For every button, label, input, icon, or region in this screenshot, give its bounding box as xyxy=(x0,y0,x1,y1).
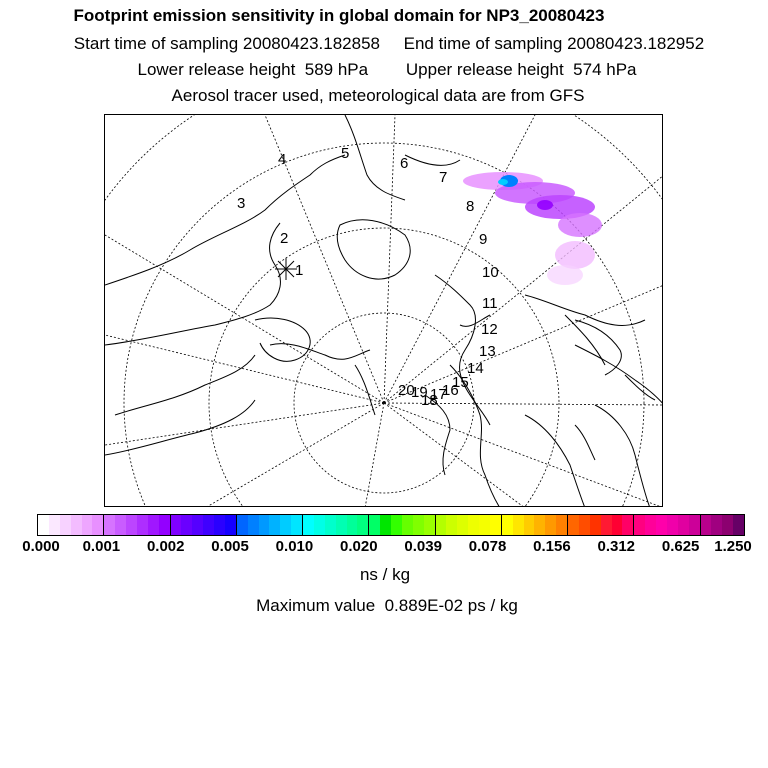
colorbar-segment xyxy=(192,515,203,535)
colorbar-tick-label: 0.156 xyxy=(533,538,571,555)
trajectory-label: 3 xyxy=(237,195,246,212)
trajectory-label: 14 xyxy=(467,360,484,377)
colorbar-segment xyxy=(325,515,336,535)
trajectory-label: 18 xyxy=(421,392,438,409)
release-heights: Lower release height 589 hPa Upper release height 574 hPa xyxy=(137,60,637,79)
colorbar-segment xyxy=(347,515,358,535)
colorbar-segment xyxy=(402,515,413,535)
colorbar-segment xyxy=(579,515,590,535)
colorbar-segment xyxy=(678,515,689,535)
colorbar-segment xyxy=(622,515,634,535)
chart-title: Footprint emission sensitivity in global domain for NP3_20080423 xyxy=(73,6,605,25)
colorbar-segment xyxy=(137,515,148,535)
colorbar-segment xyxy=(689,515,701,535)
trajectory-label: 17 xyxy=(430,386,447,403)
colorbar-segment xyxy=(181,515,192,535)
meridian xyxy=(205,403,384,507)
colorbar-tick-label: 0.005 xyxy=(211,538,249,555)
colorbar-segment xyxy=(590,515,601,535)
trajectory-label: 12 xyxy=(481,321,498,338)
graticule xyxy=(105,115,663,507)
colorbar-segment xyxy=(303,515,314,535)
colorbar-segment xyxy=(148,515,159,535)
colorbar-segment xyxy=(391,515,402,535)
colorbar-segment xyxy=(457,515,468,535)
colorbar-segment xyxy=(115,515,126,535)
trajectory-label: 11 xyxy=(482,295,498,312)
colorbar-segment xyxy=(248,515,259,535)
colorbar-segment xyxy=(291,515,303,535)
trajectory-label: 6 xyxy=(400,155,409,172)
colorbar-tick-label: 0.020 xyxy=(340,538,378,555)
colorbar-segment xyxy=(357,515,369,535)
meridian xyxy=(105,235,384,403)
coastline-asia xyxy=(525,415,585,507)
colorbar-tick-label: 0.000 xyxy=(22,538,60,555)
trajectory-label: 19 xyxy=(411,384,428,401)
colorbar-tick-label: 0.039 xyxy=(404,538,442,555)
colorbar-segment xyxy=(60,515,71,535)
colorbar-segment xyxy=(259,515,270,535)
colorbar-segment xyxy=(446,515,457,535)
colorbar-segment xyxy=(502,515,513,535)
colorbar-tick-label: 0.312 xyxy=(597,538,636,555)
coastline-archipelago xyxy=(270,344,370,360)
colorbar-segment xyxy=(82,515,93,535)
colorbar-segment xyxy=(711,515,722,535)
footprint-blob xyxy=(537,200,553,210)
trajectory-label: 16 xyxy=(442,382,459,399)
colorbar-segment xyxy=(380,515,391,535)
trajectory-label: 13 xyxy=(479,343,496,360)
colorbar-segment xyxy=(269,515,280,535)
trajectory-label: 9 xyxy=(479,231,488,248)
colorbar-segment xyxy=(701,515,712,535)
colorbar-tick-label: 0.002 xyxy=(146,538,185,555)
coastline-okhotsk xyxy=(525,295,645,325)
coastlines xyxy=(105,115,663,507)
coastline-bering xyxy=(405,155,460,165)
colorbar-segment xyxy=(513,515,524,535)
colorbar-segment xyxy=(203,515,214,535)
latitude-circle-mid xyxy=(209,228,559,507)
trajectory-label: 7 xyxy=(439,169,448,186)
meridian xyxy=(384,403,663,507)
trajectory-label: 8 xyxy=(466,198,475,215)
colorbar-tick-label: 0.001 xyxy=(82,538,121,555)
max-value-label: Maximum value 0.889E-02 ps / kg xyxy=(256,596,518,615)
coastline-north-america xyxy=(105,155,345,285)
meridian xyxy=(105,335,384,403)
colorbar-segment xyxy=(479,515,490,535)
colorbar-segment xyxy=(667,515,678,535)
colorbar-unit: ns / kg xyxy=(359,565,411,584)
colorbar-segment xyxy=(601,515,612,535)
coastline-china xyxy=(595,405,650,507)
map-canvas xyxy=(105,115,663,507)
footprint-peak-core xyxy=(498,179,508,185)
colorbar-segment xyxy=(71,515,82,535)
star-icon xyxy=(275,258,297,280)
colorbar-segment xyxy=(568,515,579,535)
meridian xyxy=(365,403,384,507)
footprint-blob xyxy=(558,213,602,237)
colorbar-segment xyxy=(490,515,502,535)
colorbar-segment xyxy=(171,515,182,535)
colorbar-segment xyxy=(468,515,479,535)
colorbar-segment xyxy=(38,515,49,535)
colorbar-segment xyxy=(280,515,291,535)
colorbar-segment xyxy=(314,515,325,535)
colorbar-segment xyxy=(237,515,248,535)
meridian xyxy=(384,115,395,403)
colorbar-segment xyxy=(722,515,733,535)
coastline-korea xyxy=(575,425,595,460)
coastline-canada xyxy=(105,223,280,345)
trajectory-label: 2 xyxy=(280,230,289,247)
colorbar-segment xyxy=(436,515,447,535)
coastline-hudson xyxy=(115,355,255,415)
trajectory-label: 20 xyxy=(398,382,415,399)
colorbar-segment xyxy=(369,515,380,535)
coastline-alaska xyxy=(345,115,405,200)
trajectory-label: 15 xyxy=(452,374,469,391)
colorbar-segment xyxy=(612,515,623,535)
trajectory-label: 1 xyxy=(295,262,304,279)
colorbar-segment xyxy=(424,515,436,535)
meridian xyxy=(105,403,384,445)
footprint-blob xyxy=(547,265,583,285)
colorbar-tick-label: 1.250 xyxy=(714,538,752,555)
colorbar-segment xyxy=(336,515,347,535)
coastline-iceland xyxy=(355,365,375,415)
colorbar-tick-label: 0.625 xyxy=(661,538,700,555)
trajectory-label: 4 xyxy=(278,151,287,168)
sampling-times: Start time of sampling 20080423.182858 End time of sampling 20080423.182952 xyxy=(73,34,705,53)
trajectory-label: 5 xyxy=(341,145,350,162)
colorbar-segment xyxy=(104,515,115,535)
colorbar-segment xyxy=(645,515,656,535)
colorbar-segment xyxy=(413,515,424,535)
colorbar-segment xyxy=(214,515,225,535)
tracer-info: Aerosol tracer used, meteorological data are from GFS xyxy=(171,86,585,105)
colorbar-segment xyxy=(733,515,744,535)
coastline-japan xyxy=(575,345,663,405)
colorbar-segment xyxy=(534,515,545,535)
colorbar-segment xyxy=(656,515,667,535)
colorbar-segment xyxy=(556,515,568,535)
colorbar-segment xyxy=(225,515,237,535)
colorbar-segment xyxy=(49,515,60,535)
coastline-arctic-islands xyxy=(255,318,310,361)
colorbar-segment xyxy=(92,515,104,535)
coastline-kamchatka xyxy=(575,320,621,375)
colorbar-segment xyxy=(545,515,556,535)
colorbar-segment xyxy=(634,515,645,535)
colorbar-tick-label: 0.078 xyxy=(468,538,507,555)
colorbar xyxy=(37,514,745,536)
colorbar-segment xyxy=(126,515,137,535)
footprint-blob xyxy=(555,241,595,269)
meridian xyxy=(384,175,663,403)
latitude-circle-edge xyxy=(105,115,663,507)
coastline-kuril xyxy=(625,375,655,400)
meridian xyxy=(384,403,525,507)
colorbar-segment xyxy=(159,515,171,535)
colorbar-tick-label: 0.010 xyxy=(275,538,314,555)
polar-map xyxy=(104,114,663,507)
trajectory-label: 10 xyxy=(482,264,499,281)
colorbar-ticks xyxy=(0,538,768,558)
colorbar-segment xyxy=(524,515,535,535)
